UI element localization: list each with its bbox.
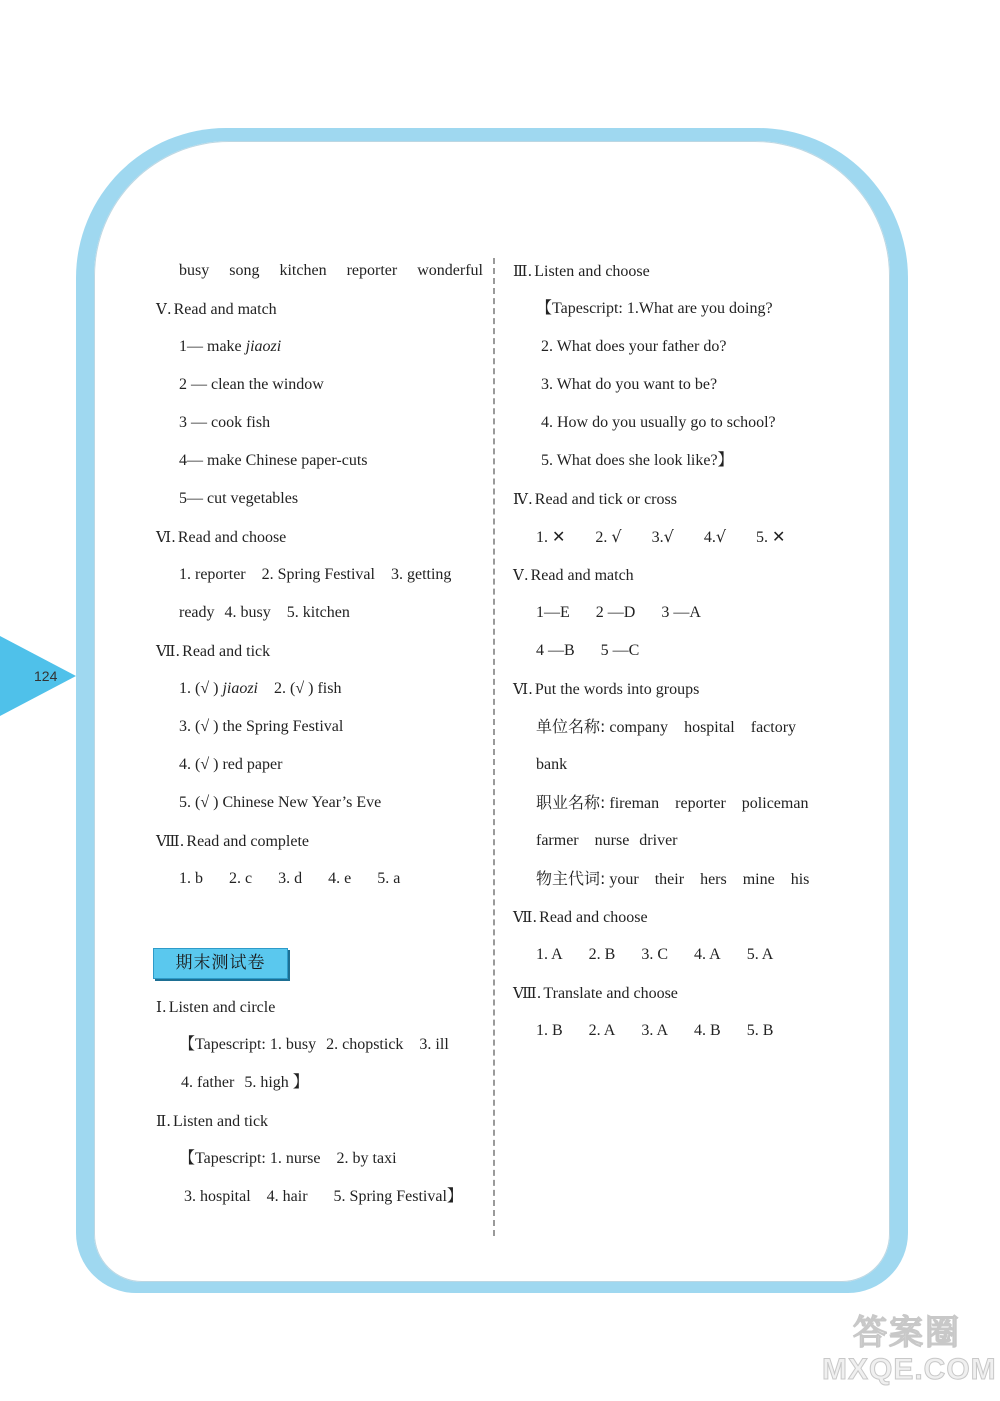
- tick-answer: 1. (√ ) jiaozi 2. (√ ) fish: [179, 680, 342, 697]
- check-mark: √: [715, 527, 727, 546]
- check-mark: √: [663, 527, 674, 546]
- tapescript-line: 2. What does your father do?: [541, 338, 727, 355]
- match-item: 4— make Chinese paper-cuts: [179, 452, 368, 469]
- section-heading-iv: Ⅳ. Read and tick or cross: [513, 490, 677, 508]
- word: busy: [179, 262, 210, 279]
- page-number: 124: [34, 668, 58, 684]
- match-item: 3 — cook fish: [179, 414, 271, 431]
- match-item: 5— cut vegetables: [179, 490, 299, 507]
- tapescript-line: 【Tapescript: 1. nurse 2. by taxi: [179, 1150, 397, 1167]
- match-answers: 4 —B 5 —C: [536, 642, 640, 659]
- column-divider: [493, 258, 495, 1236]
- tick-answer: 5. (√ ) Chinese New Year’s Eve: [179, 794, 382, 811]
- section-heading-i: Ⅰ. Listen and circle: [156, 998, 276, 1016]
- cross-mark: ✕: [552, 527, 566, 546]
- check-mark: √: [611, 527, 622, 546]
- watermark-logo: 答案圈 MXQE.COM: [822, 1314, 997, 1386]
- word-group-line: farmer nurse driver: [536, 832, 678, 849]
- tapescript-line: 3. hospital 4. hair 5. Spring Festival】: [184, 1188, 463, 1205]
- match-item: 1— make jiaozi: [179, 338, 282, 355]
- word: wonderful: [417, 262, 483, 279]
- answer-line: ready 4. busy 5. kitchen: [179, 604, 350, 621]
- section-heading-vi-left: Ⅵ. Read and choose: [156, 528, 287, 546]
- word-group-line: bank: [536, 756, 568, 773]
- section-heading-vii-right: Ⅶ. Read and choose: [513, 908, 648, 926]
- section-heading-ii: Ⅱ. Listen and tick: [156, 1112, 269, 1130]
- tick-cross-answers: 1. ✕ 2. √ 3.√ 4.√ 5. ✕: [536, 527, 786, 546]
- section-badge: 期末测试卷: [153, 948, 288, 979]
- tick-answer: 4. (√ ) red paper: [179, 756, 283, 773]
- tapescript-line: 4. How do you usually go to school?: [541, 414, 776, 431]
- section-heading-v-right: Ⅴ. Read and match: [513, 566, 634, 584]
- word-list: [179, 261, 483, 281]
- section-heading-viii-right: Ⅷ. Translate and choose: [513, 984, 678, 1002]
- word-group-line: 物主代词: your their hers mine his: [536, 869, 810, 888]
- cross-mark: ✕: [772, 527, 786, 546]
- word: song: [229, 262, 260, 279]
- section-heading-vii-left: Ⅶ. Read and tick: [156, 642, 271, 660]
- match-item: 2 — clean the window: [179, 376, 324, 393]
- section-heading-vi-right: Ⅵ. Put the words into groups: [513, 680, 700, 698]
- section-heading-v-left: Ⅴ. Read and match: [156, 300, 277, 318]
- tapescript-line: 4. father 5. high 】: [181, 1074, 309, 1091]
- answer-line: 1. reporter 2. Spring Festival 3. getting: [179, 566, 452, 583]
- word: reporter: [346, 262, 398, 279]
- tapescript-line: 【Tapescript: 1. busy 2. chopstick 3. ill: [179, 1036, 449, 1053]
- word-group-line: 单位名称: company hospital factory: [536, 717, 797, 736]
- tapescript-line: 5. What does she look like?】: [541, 452, 734, 469]
- tapescript-line: 3. What do you want to be?: [541, 376, 718, 393]
- match-answers: 1—E 2 —D 3 —A: [536, 604, 701, 621]
- tick-answer: 3. (√ ) the Spring Festival: [179, 718, 344, 735]
- word: kitchen: [279, 262, 327, 279]
- answer-line: 1. B 2. A 3. A 4. B 5. B: [536, 1022, 774, 1039]
- section-heading-viii-left: Ⅷ. Read and complete: [156, 832, 310, 850]
- word-group-line: 职业名称: fireman reporter policeman: [536, 793, 809, 812]
- section-heading-iii: Ⅲ. Listen and choose: [513, 262, 650, 280]
- answer-line: 1. b 2. c 3. d 4. e 5. a: [179, 870, 401, 887]
- answer-line: 1. A 2. B 3. C 4. A 5. A: [536, 946, 774, 963]
- tapescript-line: 【Tapescript: 1.What are you doing?: [536, 300, 773, 317]
